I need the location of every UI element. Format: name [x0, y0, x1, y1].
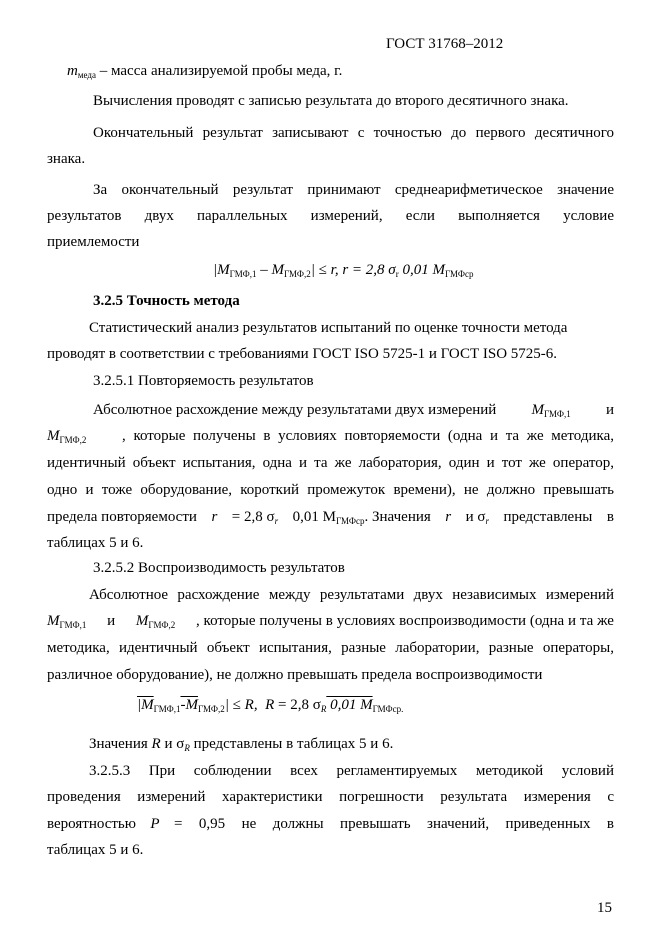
paragraph-values-r: Значения R и $\sigma_R$ представлены в таблицах 5 и 6.: [89, 736, 394, 753]
reproducibility-line1: Абсолютное расхождение между результатами двух независимых измерений: [89, 587, 614, 603]
section-heading-3-2-5-2: 3.2.5.2 Воспроизводимость результатов: [93, 560, 345, 576]
repeatability-line6: таблицах 5 и 6.: [47, 535, 144, 551]
paragraph-statistics-line2: проводят в соответствии с требованиями ГОСТ ISO 5725-1 и ГОСТ ISO 5725-6.: [47, 346, 558, 362]
document-header: ГОСТ 31768–2012: [386, 36, 504, 52]
definition-m-honey: $m_{меда}$ – масса анализируемой пробы меда, г.: [67, 63, 343, 80]
paragraph-final-line1: Окончательный результат записывают с точностью до первого десятичного: [93, 125, 614, 141]
paragraph-mean-line2: результатов двух параллельных измерений, если выполняется условие: [47, 208, 614, 224]
paragraph-3-2-5-3-line4: таблицах 5 и 6.: [47, 842, 144, 858]
reproducibility-line4: различное оборудование), не должно превышать предела воспроизводимости: [47, 667, 543, 683]
paragraph-final-line2: знака.: [47, 151, 86, 167]
page-number: 15: [597, 900, 612, 916]
section-heading-3-2-5: 3.2.5 Точность метода: [93, 293, 240, 309]
repeatability-line2: $M_{ГМФ,2}$ , которые получены в условиях повторяемости (одна и та же методика,: [47, 428, 614, 445]
paragraph-3-2-5-3-line1: 3.2.5.3 При соблюдении всех регламентируемых методикой условий: [89, 763, 614, 779]
paragraph-mean-line3: приемлемости: [47, 234, 140, 250]
repeatability-line5: предела повторяемости r = 2,8 $\sigma_r$ 0,01 $M_{ГМФср}$. Значения r и $\sigma_r$ представлены в: [47, 509, 614, 526]
reproducibility-line3: методика, идентичный объект испытания, разные лаборатории, разные операторы,: [47, 640, 614, 656]
repeatability-line4: одно и тоже оборудование, короткий промежуток времени), не должно превышать: [47, 482, 614, 498]
formula-repeatability: $|M_{ГМФ,1} - M_{ГМФ,2}| \le r$, r = 2,8 $\sigma_r$ 0,01 $M_{ГМФср}$: [213, 262, 474, 279]
formula-reproducibility: $|M_{ГМФ,1}-M_{ГМФ,2}| \le R$, R = 2,8 $\sigma_R$ 0,01 $M_{ГМФср.}$: [137, 697, 404, 714]
paragraph-calculation: Вычисления проводят с записью результата до второго десятичного знака.: [93, 93, 569, 109]
repeatability-line3: идентичный объект испытания, одна и та же лаборатория, один и тот же оператор,: [47, 455, 614, 471]
reproducibility-line2: $M_{ГМФ,1}$ и $M_{ГМФ,2}$ , которые получены в условиях воспроизводимости (одна и та же: [47, 613, 614, 630]
paragraph-3-2-5-3-line3: вероятностью P = 0,95 не должны превышать значений, приведенных в: [47, 816, 614, 832]
repeatability-line1: Абсолютное расхождение между результатами двух измерений $M_{ГМФ,1}$ и: [93, 402, 614, 419]
paragraph-3-2-5-3-line2: проведения измерений характеристики погрешности результата измерения с: [47, 789, 614, 805]
section-heading-3-2-5-1: 3.2.5.1 Повторяемость результатов: [93, 373, 314, 389]
paragraph-mean-line1: За окончательный результат принимают среднеарифметическое значение: [93, 182, 614, 198]
paragraph-statistics-line1: Статистический анализ результатов испытаний по оценке точности метода: [89, 320, 568, 336]
